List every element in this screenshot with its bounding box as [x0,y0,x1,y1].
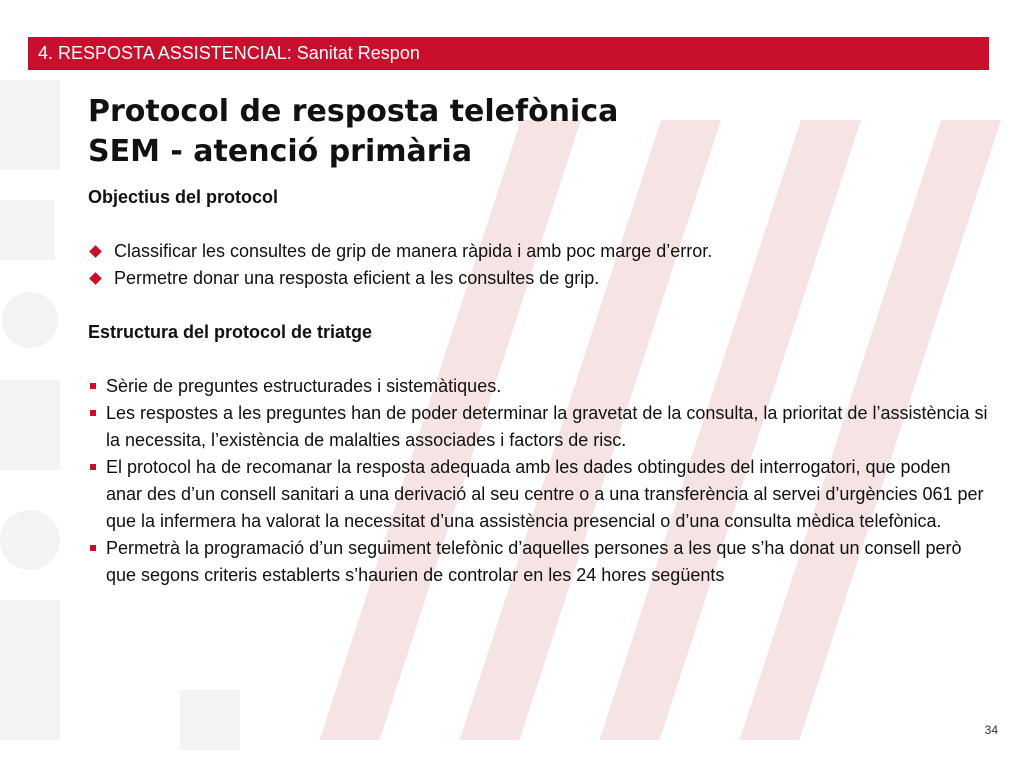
list-item [88,265,988,292]
slide-title [88,92,968,172]
list-item-text: Les respostes a les preguntes han de poder determinar la gravetat de la consulta, la prioritat de l’assistència si la necessita, l’existència de malalties associades i factors de risc. [106,403,988,450]
list-item [88,535,988,589]
diamond-bullet-icon [89,272,102,285]
section-label: 4. RESPOSTA ASSISTENCIAL: Sanitat Respon [38,43,420,63]
square-bullet-icon [90,383,96,389]
list-item [88,400,988,454]
list-item [88,238,988,265]
list-item-text: Permetre donar una resposta eficient a les consultes de grip. [114,268,600,288]
square-bullet-icon [90,545,96,551]
list-item-text: Sèrie de preguntes estructurades i sistemàtiques. [106,376,502,396]
objectives-list [88,238,988,292]
list-item-text: El protocol ha de recomanar la resposta adequada amb les dades obtingudes del interrogatori, que poden anar des d’un consell sanitari a una derivació al seu centre o a una transferència al servei d’urgències 061 per que la infermera ha valorat la necessitat d’una assistència presencial o d’una consulta mèdica telefònica. [106,457,984,531]
diamond-bullet-icon [89,245,102,258]
structure-heading: Estructura del protocol de triatge [88,322,373,342]
list-item-text: Permetrà la programació d’un seguiment telefònic d’aquelles persones a les que s’ha donat un consell però que segons criteris establerts s’haurien de controlar en les 24 hores següents [106,538,962,585]
page-number: 34 [984,723,998,737]
title-line-1: Protocol de resposta telefònica [88,94,619,129]
list-item [88,373,988,400]
list-item [88,454,988,535]
title-line-2: SEM - atenció primària [88,134,473,169]
list-item-text: Classificar les consultes de grip de manera ràpida i amb poc marge d’error. [114,241,713,261]
structure-list [88,373,988,589]
objectives-heading: Objectius del protocol [88,187,279,207]
section-header-bar [28,37,989,70]
square-bullet-icon [90,410,96,416]
square-bullet-icon [90,464,96,470]
slide-content [88,184,988,589]
